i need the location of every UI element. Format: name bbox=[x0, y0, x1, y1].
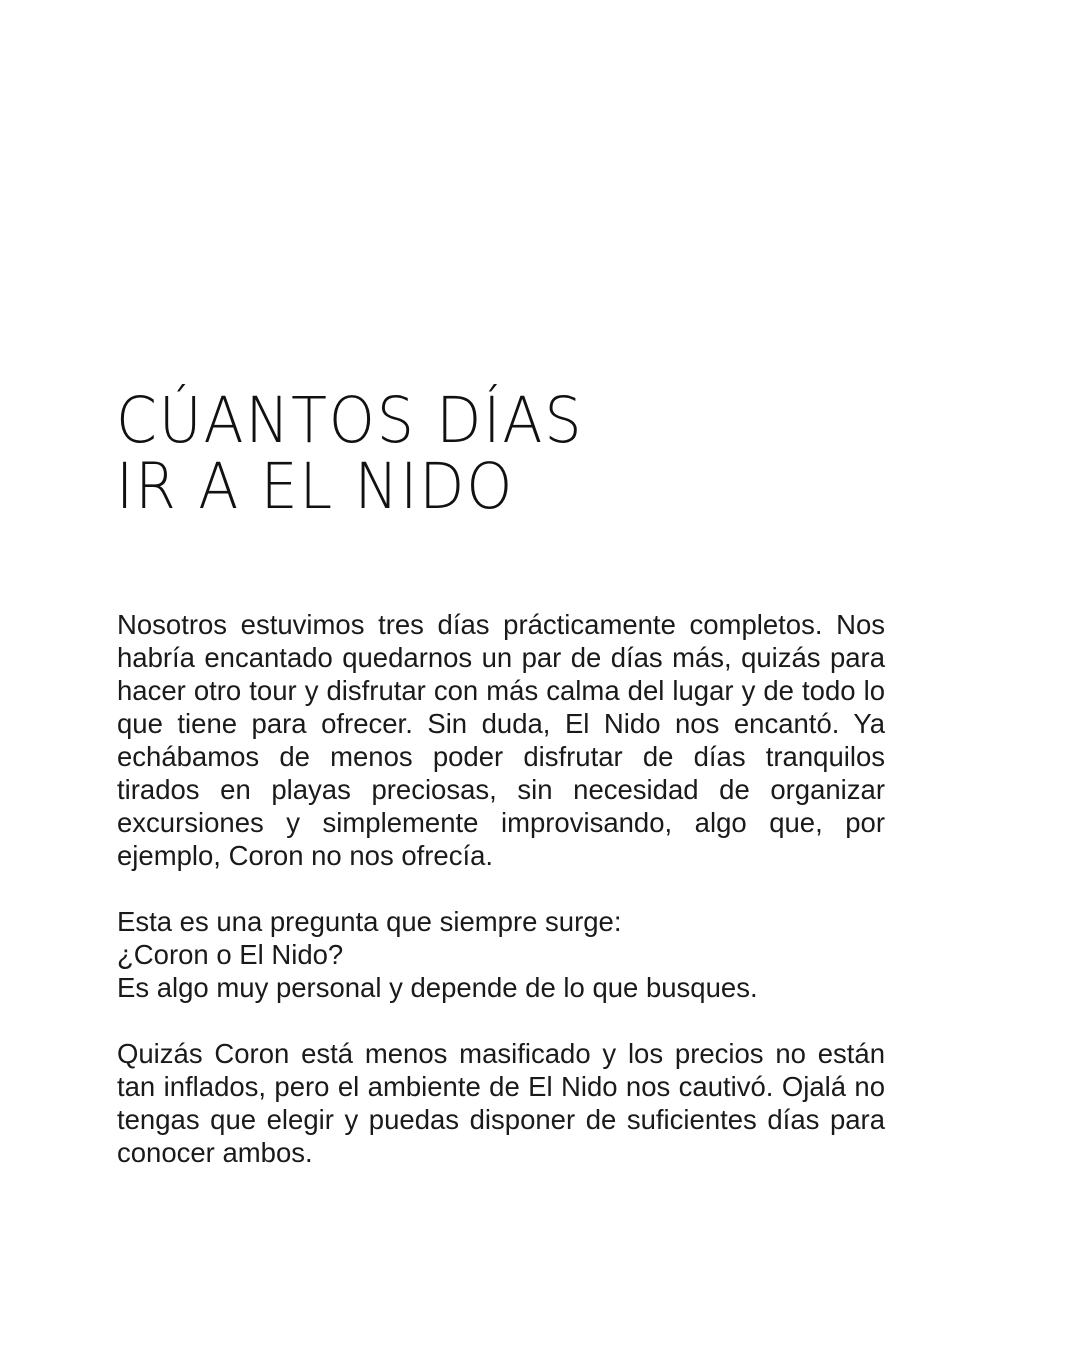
title-line-1: CÚANTOS DÍAS bbox=[116, 384, 584, 457]
page-title bbox=[116, 384, 584, 523]
title-line-2: IR A EL NIDO bbox=[116, 450, 515, 523]
question-intro-line: Esta es una pregunta que siempre surge: bbox=[117, 906, 622, 937]
paragraph-question bbox=[117, 905, 885, 1004]
paragraph-conclusion: Quizás Coron está menos masificado y los precios no están tan inflados, pero el ambiente de El Nido nos cautivó. Ojalá no tengas que elegir y puedas disponer de suficientes días para conocer ambos. bbox=[117, 1038, 885, 1168]
article-body bbox=[117, 608, 885, 1169]
paragraph-intro: Nosotros estuvimos tres días prácticamente completos. Nos habría encantado quedarnos un par de días más, quizás para hacer otro tour y disfrutar con más calma del lugar y de todo lo que tiene para ofrecer. Sin duda, El Nido nos encantó. Ya echábamos de menos poder disfrutar de días tranquilos tirados en playas preciosas, sin necesidad de organizar excursiones y simplemente improvisando, algo que, por ejemplo, Coron no nos ofrecía. bbox=[117, 609, 885, 871]
question-line: ¿Coron o El Nido? bbox=[117, 939, 344, 970]
question-answer-line: Es algo muy personal y depende de lo que busques. bbox=[117, 972, 758, 1003]
